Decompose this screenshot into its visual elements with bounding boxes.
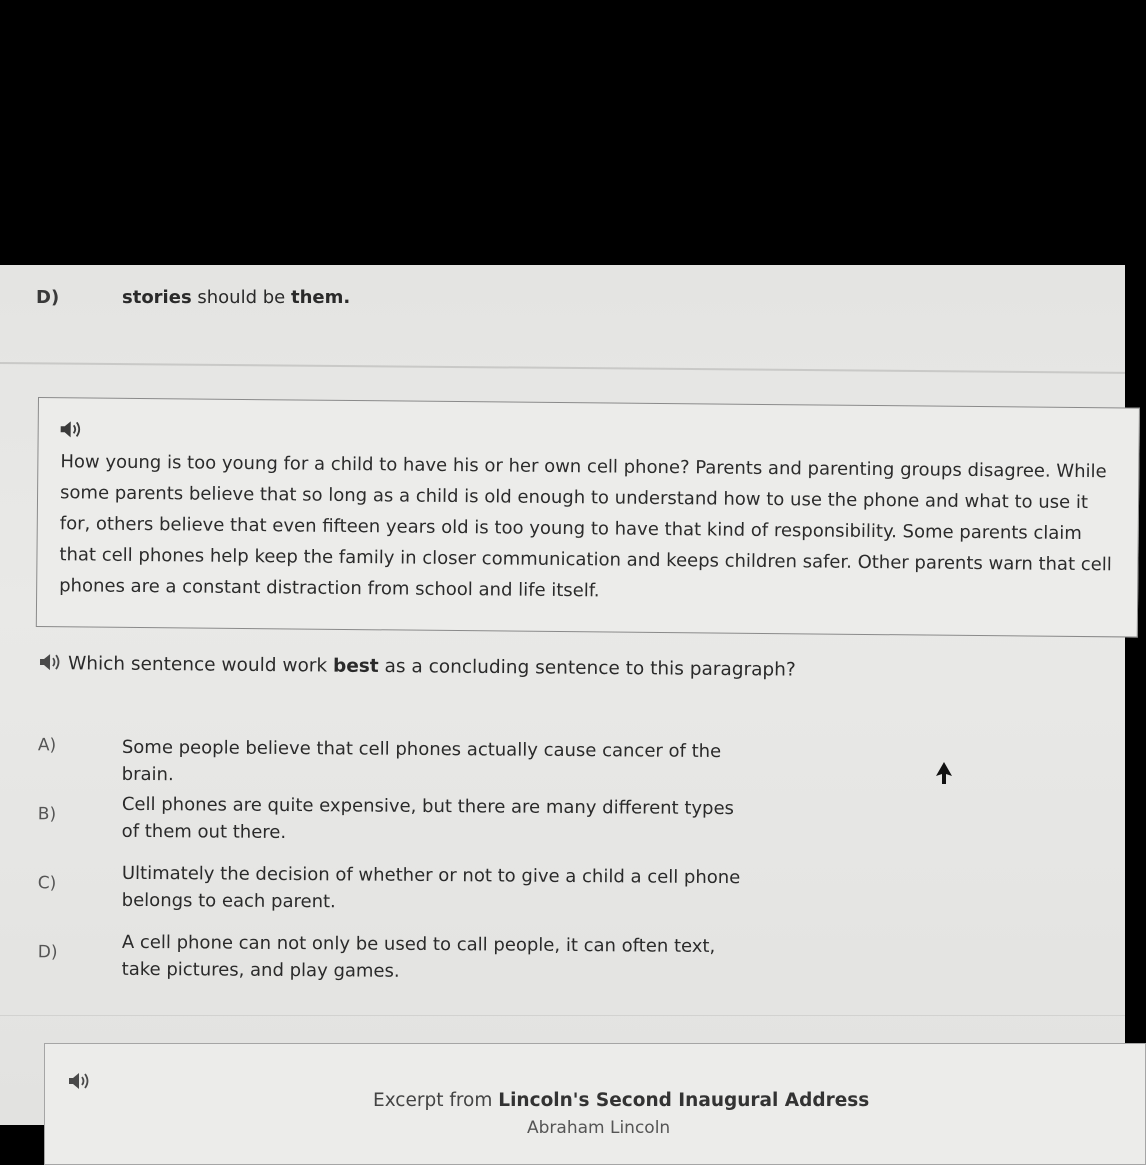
choice-letter: D) [36,287,60,308]
choice-text: Cell phones are quite expensive, but there are many different types of them out there. [121,793,735,843]
question-text: Which sentence would work [67,653,334,677]
choice-text-plain: should be [191,287,291,308]
choice-letter: B) [37,804,57,825]
answer-choice-a[interactable] [0,733,1125,786]
choice-text-bold: them. [290,287,351,308]
quiz-screen [0,265,1125,1138]
title-bold: Lincoln's Second Inaugural Address [498,1090,870,1111]
choice-text: Some people believe that cell phones actually cause cancer of the brain. [121,736,722,786]
passage-box [36,397,1140,638]
speaker-icon[interactable] [67,1072,93,1090]
choice-text: Ultimately the decision of whether or not to give a child a cell phone belongs to each parent. [121,862,741,913]
choice-letter: C) [37,873,57,894]
answer-choice-b[interactable] [0,790,1125,843]
mouse-pointer-icon [936,762,954,790]
answer-choice-c[interactable] [0,859,1125,913]
title-prefix: Excerpt from [373,1090,499,1111]
choice-text [122,287,350,308]
section-divider [0,1015,1125,1016]
question-emphasis: best [332,655,379,677]
answer-choice-d[interactable] [0,928,1125,982]
choice-text-bold: stories [122,287,192,308]
choice-text: A cell phone can not only be used to call people, it can often text, take pictures, and play games. [121,931,716,982]
next-passage-box [44,1043,1146,1165]
section-divider [0,362,1125,374]
passage-author: Abraham Lincoln [527,1118,671,1138]
passage-text: How young is too young for a child to have his or her own cell phone? Parents and parenting groups disagree. While some parents believe that so long as a child is old enough to understand how to use the phone and what to use it for, others believe that even fifteen years old is too young to have that kind of responsibility. Some parents claim that cell phones help keep the family in closer communication and keeps children safer. Other parents warn that cell phones are a constant distraction from school and life itself. [59,451,1112,602]
passage-title [373,1090,869,1111]
choice-letter: A) [37,735,57,756]
speaker-icon[interactable] [59,420,85,438]
speaker-icon[interactable] [38,653,64,671]
question-text: as a concluding sentence to this paragraph? [378,655,796,681]
choice-letter: D) [37,942,58,963]
question-prompt [38,653,796,681]
